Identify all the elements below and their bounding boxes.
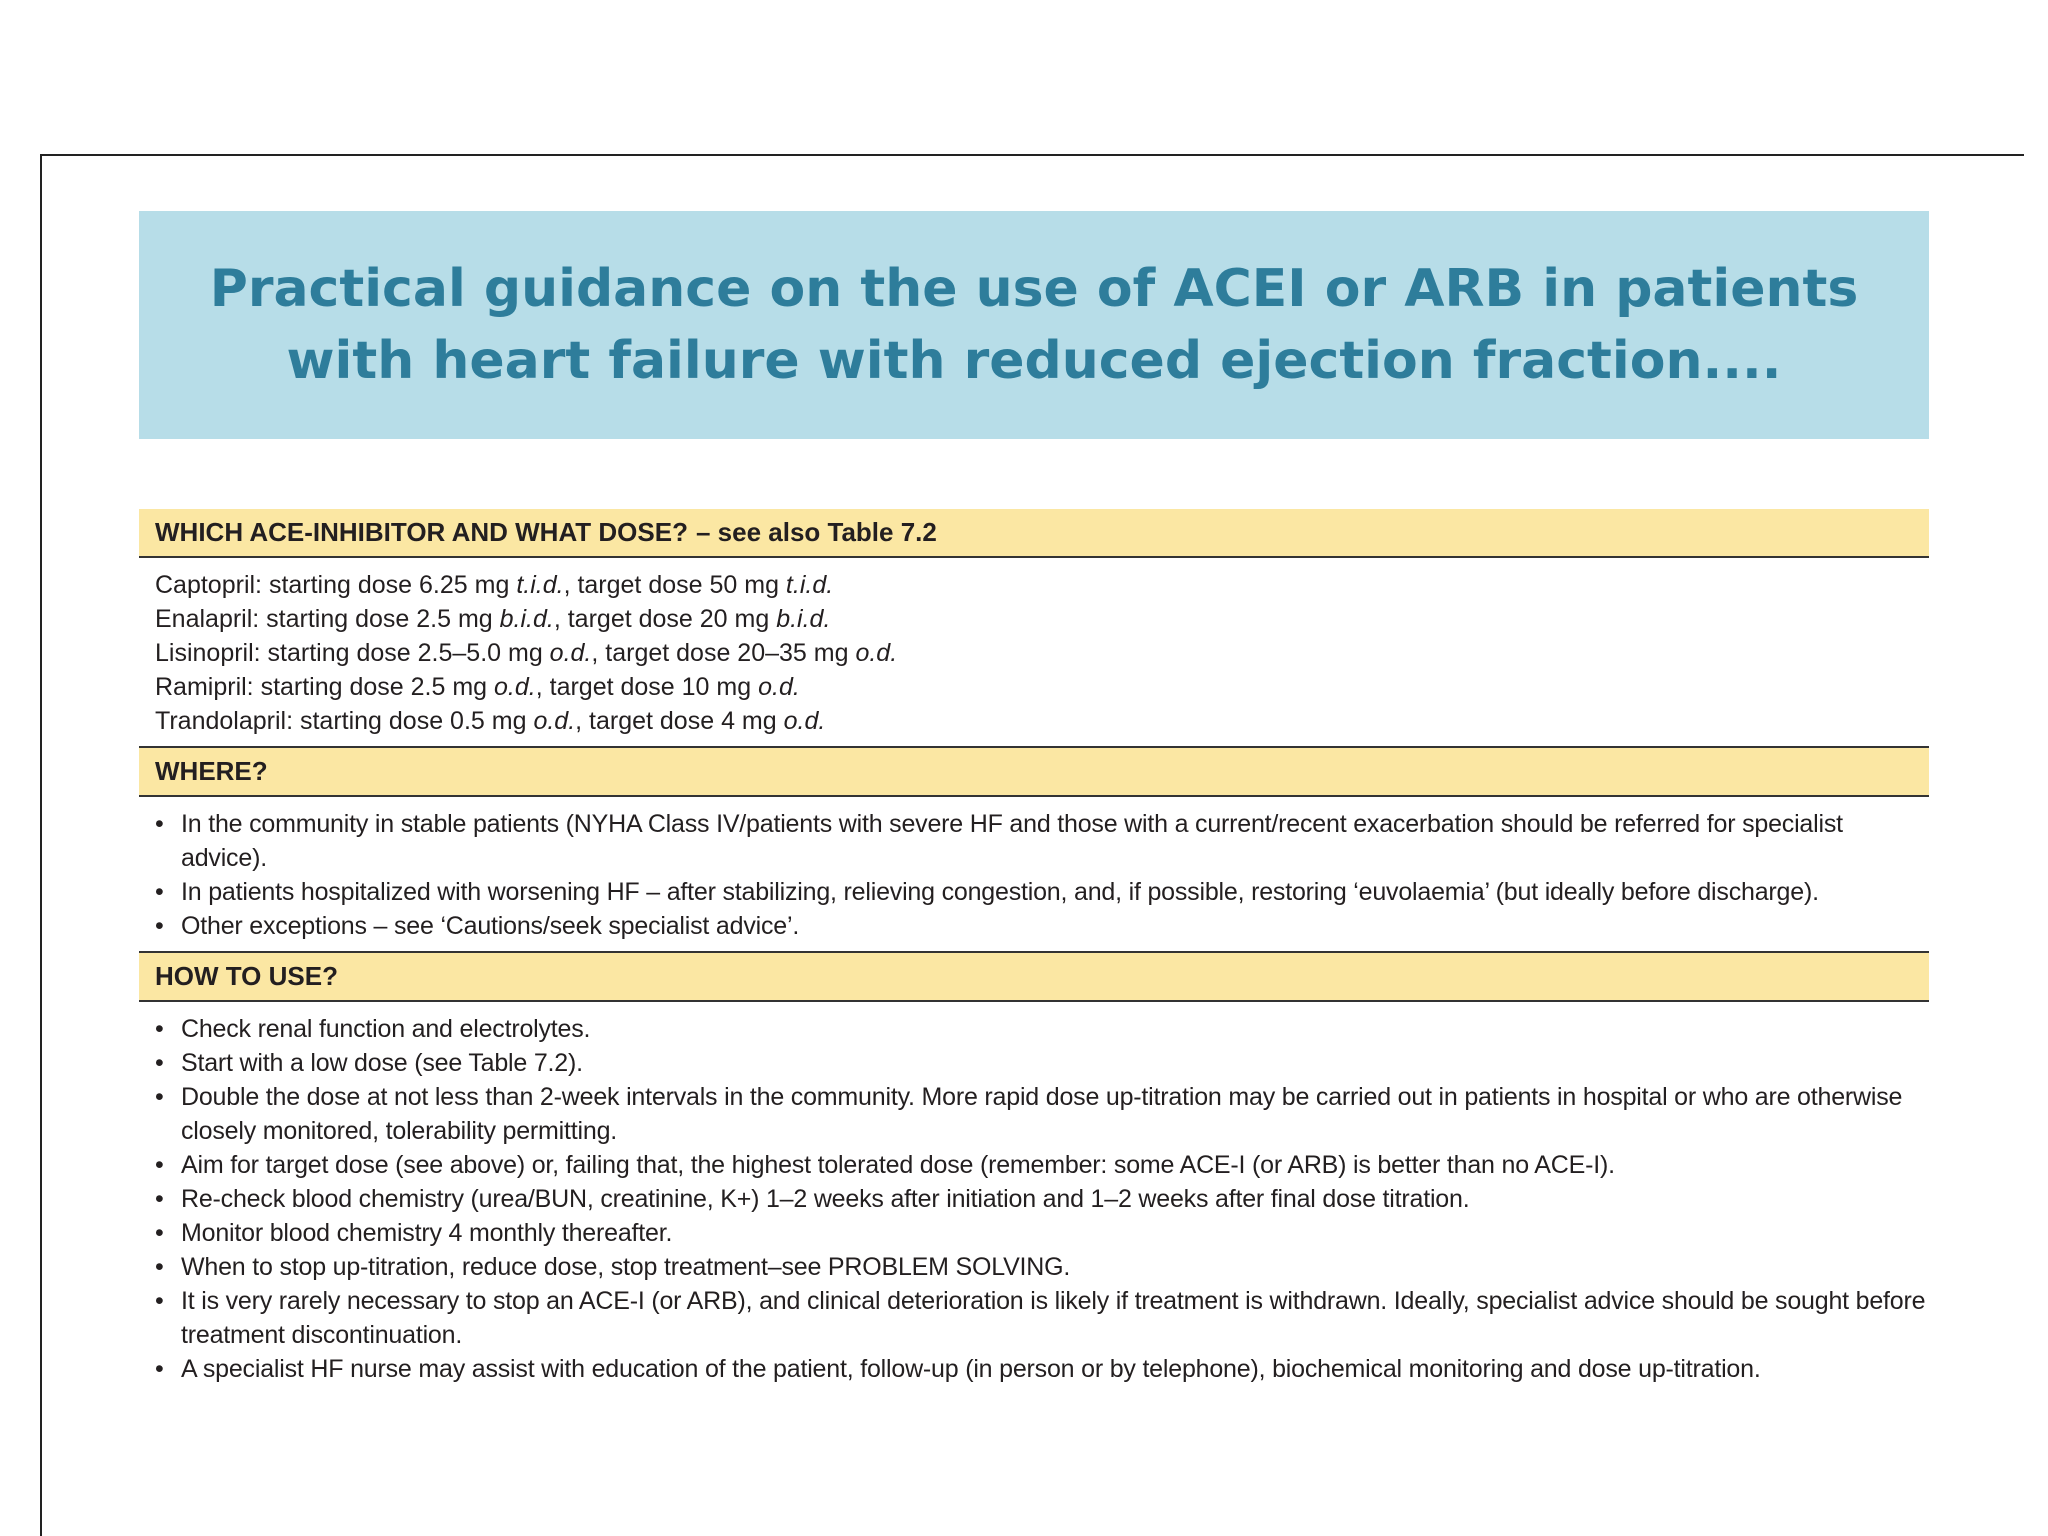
- section-header-dose: [139, 509, 1929, 558]
- list-item: • In the community in stable patients (NYHA Class IV/patients with severe HF and those with a current/recent exacerbation should be referred for specialist advice).: [155, 807, 1929, 875]
- dose-frequency: o.d.: [549, 639, 592, 667]
- page-title: Practical guidance on the use of ACEI or ARB in patients with heart failure with reduced ejection fraction....: [209, 259, 1859, 391]
- dose-frequency: o.d.: [855, 639, 898, 667]
- how-list: [155, 1012, 1929, 1386]
- list-item: • Double the dose at not less than 2-week intervals in the community. More rapid dose up-titration may be carried out in patients in hospital or who are otherwise closely monitored, tolerability permitting.: [155, 1080, 1929, 1148]
- dose-text: , target dose 4 mg: [575, 707, 784, 735]
- title-banner: [139, 211, 1929, 439]
- list-item: • A specialist HF nurse may assist with education of the patient, follow-up (in person or by telephone), biochemical monitoring and dose up-titration.: [155, 1352, 1929, 1386]
- list-item: • Monitor blood chemistry 4 monthly thereafter.: [155, 1216, 1929, 1250]
- dose-frequency: o.d.: [533, 707, 576, 735]
- dose-frequency: b.i.d.: [776, 605, 831, 633]
- list-item: • Aim for target dose (see above) or, failing that, the highest tolerated dose (remember: some ACE-I (or ARB) is better than no ACE-I).: [155, 1148, 1929, 1182]
- dose-line-lisinopril: [155, 636, 1929, 670]
- dose-frequency: b.i.d.: [499, 605, 554, 633]
- section-title-dose: WHICH ACE-INHIBITOR AND WHAT DOSE?: [155, 517, 688, 547]
- section-title-how: HOW TO USE?: [155, 961, 338, 991]
- dose-line-ramipril: [155, 670, 1929, 704]
- dose-text: Lisinopril: starting dose 2.5–5.0 mg: [155, 639, 550, 667]
- frame-left-border: [40, 154, 42, 1536]
- dose-line-enalapril: [155, 602, 1929, 636]
- section-body-where: [139, 797, 1929, 953]
- frame-top-border: [40, 154, 2024, 156]
- list-item: • Other exceptions – see ‘Cautions/seek specialist advice’.: [155, 909, 1929, 943]
- list-item: • Start with a low dose (see Table 7.2).: [155, 1046, 1929, 1080]
- dose-text: Enalapril: starting dose 2.5 mg: [155, 605, 500, 633]
- dose-text: Trandolapril: starting dose 0.5 mg: [155, 707, 534, 735]
- dose-line-captopril: [155, 568, 1929, 602]
- dose-text: , target dose 50 mg: [563, 571, 786, 599]
- list-item: • Check renal function and electrolytes.: [155, 1012, 1929, 1046]
- where-list: [155, 807, 1929, 943]
- dose-text: , target dose 10 mg: [535, 673, 759, 701]
- section-body-how: [139, 1002, 1929, 1394]
- dose-frequency: t.i.d.: [785, 571, 834, 599]
- list-item: • In patients hospitalized with worsening HF – after stabilizing, relieving congestion, and, if possible, restoring ‘euvolaemia’ (but ideally before discharge).: [155, 875, 1929, 909]
- see-also-note: – see also Table 7.2: [695, 517, 937, 547]
- dose-frequency: o.d.: [758, 673, 800, 701]
- dose-frequency: t.i.d.: [516, 571, 564, 599]
- dose-text: Ramipril: starting dose 2.5 mg: [155, 673, 495, 701]
- section-header-how: [139, 953, 1929, 1002]
- dose-frequency: o.d.: [783, 707, 826, 735]
- list-item: • It is very rarely necessary to stop an ACE-I (or ARB), and clinical deterioration is likely if treatment is withdrawn. Ideally, specialist advice should be sought before treatment discontinuation.: [155, 1284, 1929, 1352]
- dose-text: , target dose 20 mg: [553, 605, 777, 633]
- list-item: • When to stop up-titration, reduce dose, stop treatment–see PROBLEM SOLVING.: [155, 1250, 1929, 1284]
- guidance-table: [139, 509, 1929, 1394]
- dose-line-trandolapril: [155, 704, 1929, 738]
- section-header-where: [139, 748, 1929, 797]
- dose-text: , target dose 20–35 mg: [591, 639, 856, 667]
- dose-text: Captopril: starting dose 6.25 mg: [155, 571, 517, 599]
- list-item: • Re-check blood chemistry (urea/BUN, creatinine, K+) 1–2 weeks after initiation and 1–2 weeks after final dose titration.: [155, 1182, 1929, 1216]
- dose-frequency: o.d.: [494, 673, 536, 701]
- section-title-where: WHERE?: [155, 756, 268, 786]
- section-body-dose: [139, 558, 1929, 748]
